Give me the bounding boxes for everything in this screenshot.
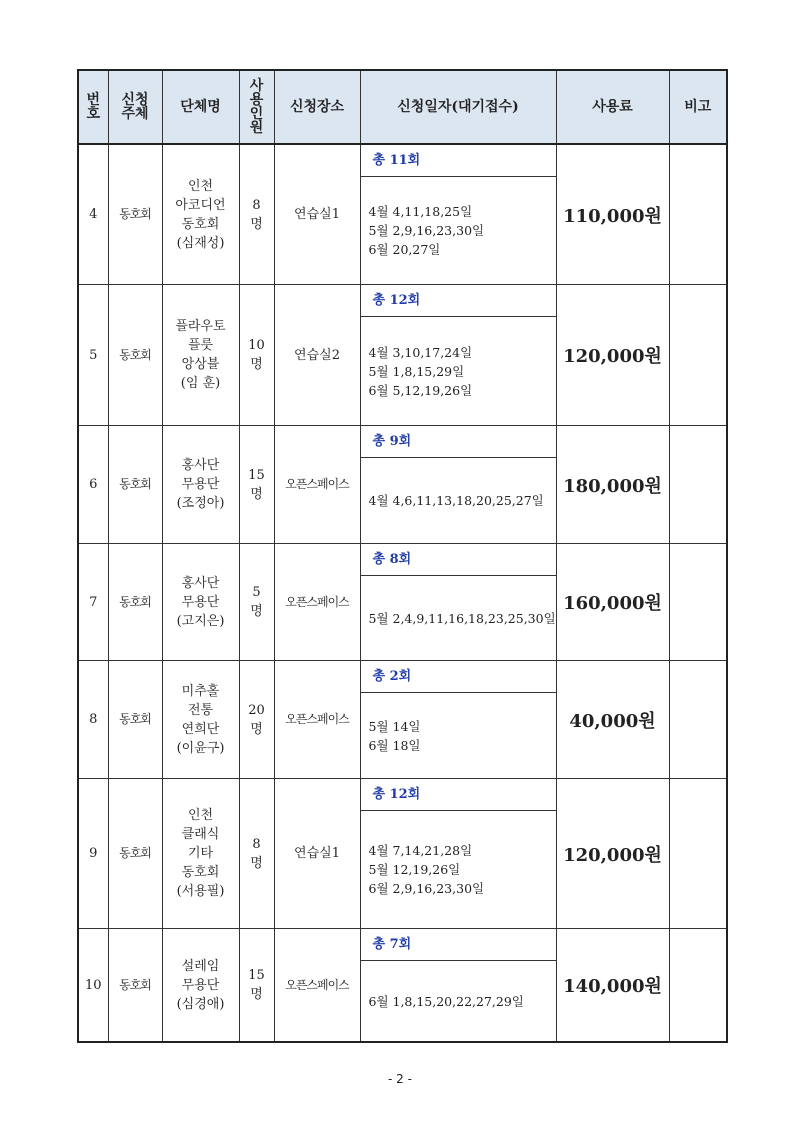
remarks — [669, 426, 727, 544]
header-people: 사 용 인 원 — [239, 70, 274, 144]
date-line: 5월 12,19,26일 — [368, 862, 461, 877]
total-sessions: 총 11회 — [361, 145, 556, 177]
row-number: 4 — [78, 144, 108, 285]
club-name-line: 전통 — [187, 702, 214, 718]
table-row — [78, 144, 727, 285]
venue: 연습실1 — [274, 779, 360, 929]
date-cell — [360, 426, 556, 544]
club-name — [162, 544, 239, 661]
club-name-line: 인천 — [187, 808, 214, 823]
club-name-line: 홍사단 — [181, 458, 220, 473]
date-list — [361, 693, 556, 778]
remarks — [669, 661, 727, 779]
table-row — [78, 929, 727, 1043]
table-row — [78, 285, 727, 426]
total-sessions: 총 7회 — [361, 929, 556, 961]
table-row — [78, 661, 727, 779]
date-line: 5월 2,4,9,11,16,18,23,25,30일 — [368, 610, 556, 626]
date-line: 6월 18일 — [368, 737, 421, 753]
venue: 오픈스페이스 — [274, 929, 360, 1043]
people-line: 명 — [250, 987, 263, 1002]
applicant-type: 동호회 — [108, 285, 162, 426]
date-line: 5월 14일 — [368, 718, 421, 734]
total-sessions: 총 12회 — [361, 779, 556, 811]
venue: 연습실1 — [274, 144, 360, 285]
date-list — [361, 811, 556, 928]
header-no: 번 호 — [78, 70, 108, 144]
remarks — [669, 144, 727, 285]
date-line: 4월 3,10,17,24일 — [368, 344, 473, 360]
people-line: 15 — [248, 968, 265, 983]
date-line: 5월 1,8,15,29일 — [368, 363, 465, 379]
usage-fee: 120,000원 — [556, 285, 669, 426]
people-line: 명 — [250, 216, 263, 232]
club-name-line: (고지은) — [176, 613, 225, 629]
total-sessions: 총 12회 — [361, 285, 556, 317]
remarks — [669, 544, 727, 661]
people-line: 10 — [248, 338, 265, 353]
club-name — [162, 661, 239, 779]
application-table — [77, 69, 728, 1043]
header-fee: 사용료 — [556, 70, 669, 144]
date-line: 6월 5,12,19,26일 — [368, 382, 473, 398]
remarks — [669, 929, 727, 1043]
remarks — [669, 285, 727, 426]
club-name-line: 플라우토 — [175, 319, 226, 334]
club-name — [162, 285, 239, 426]
people-line: 5 — [252, 585, 261, 600]
row-number: 5 — [78, 285, 108, 426]
people-line: 명 — [250, 721, 263, 737]
club-name-line: 무용단 — [181, 594, 220, 610]
people-line: 20 — [248, 702, 265, 718]
usage-fee: 180,000원 — [556, 426, 669, 544]
applicant-type: 동호회 — [108, 544, 162, 661]
club-name-line: (서용필) — [176, 884, 225, 899]
club-name-line: 설레임 — [181, 958, 220, 974]
row-number: 7 — [78, 544, 108, 661]
people-line: 명 — [250, 855, 263, 871]
header-club: 단체명 — [162, 70, 239, 144]
header-subject: 신청 주체 — [108, 70, 162, 144]
date-cell — [360, 144, 556, 285]
venue: 오픈스페이스 — [274, 544, 360, 661]
total-sessions: 총 9회 — [361, 426, 556, 458]
people-line: 명 — [250, 486, 263, 502]
date-list — [361, 458, 556, 543]
club-name-line: 동호회 — [181, 865, 220, 880]
applicant-type: 동호회 — [108, 426, 162, 544]
club-name — [162, 929, 239, 1043]
date-list — [361, 177, 556, 284]
date-line: 4월 4,11,18,25일 — [368, 204, 473, 219]
date-list — [361, 961, 556, 1041]
applicant-type: 동호회 — [108, 779, 162, 929]
date-cell — [360, 285, 556, 426]
usage-fee: 140,000원 — [556, 929, 669, 1043]
club-name-line: 플룻 — [187, 338, 214, 353]
usage-fee: 110,000원 — [556, 144, 669, 285]
remarks — [669, 779, 727, 929]
header-row — [78, 70, 727, 144]
date-line: 6월 1,8,15,20,22,27,29일 — [368, 993, 524, 1009]
club-name-line: (심경애) — [176, 996, 225, 1012]
date-list — [361, 317, 556, 425]
table-row — [78, 544, 727, 661]
table-row — [78, 779, 727, 929]
date-cell — [360, 544, 556, 661]
club-name-line: 무용단 — [181, 477, 220, 492]
venue: 오픈스페이스 — [274, 661, 360, 779]
club-name-line: 동호회 — [181, 216, 220, 232]
usage-fee: 160,000원 — [556, 544, 669, 661]
header-dates: 신청일자(대기접수) — [360, 70, 556, 144]
club-name-line: (심재성) — [176, 235, 225, 251]
header-place: 신청장소 — [274, 70, 360, 144]
page-number: - 2 - — [388, 1072, 412, 1086]
usage-fee: 40,000원 — [556, 661, 669, 779]
people-count — [239, 779, 274, 929]
date-cell — [360, 779, 556, 929]
club-name-line: 아코디언 — [175, 197, 226, 213]
club-name-line: 미추홀 — [181, 683, 220, 699]
club-name-line: (조정아) — [176, 496, 225, 511]
date-line: 4월 7,14,21,28일 — [368, 843, 473, 858]
club-name-line: (이윤구) — [176, 740, 225, 756]
table-row — [78, 426, 727, 544]
people-line: 명 — [250, 357, 263, 372]
people-line: 8 — [252, 836, 261, 852]
venue: 오픈스페이스 — [274, 426, 360, 544]
club-name — [162, 426, 239, 544]
club-name — [162, 779, 239, 929]
date-line: 4월 4,6,11,13,18,20,25,27일 — [368, 493, 544, 508]
club-name-line: 무용단 — [181, 977, 220, 993]
club-name-line: 연희단 — [181, 721, 220, 737]
date-line: 6월 20,27일 — [368, 242, 441, 257]
date-list — [361, 576, 556, 660]
row-number: 10 — [78, 929, 108, 1043]
club-name-line: 앙상블 — [181, 357, 220, 372]
people-line: 명 — [250, 604, 263, 619]
row-number: 6 — [78, 426, 108, 544]
club-name-line: 클래식 — [181, 827, 220, 842]
date-cell — [360, 929, 556, 1043]
club-name — [162, 144, 239, 285]
date-line: 6월 2,9,16,23,30일 — [368, 881, 485, 896]
date-line: 5월 2,9,16,23,30일 — [368, 223, 485, 238]
club-name-line: 홍사단 — [181, 575, 220, 591]
club-name-line: (임 훈) — [180, 376, 221, 391]
venue: 연습실2 — [274, 285, 360, 426]
people-count — [239, 426, 274, 544]
people-line: 15 — [248, 467, 265, 483]
applicant-type: 동호회 — [108, 144, 162, 285]
people-line: 8 — [252, 197, 261, 213]
people-count — [239, 144, 274, 285]
people-count — [239, 929, 274, 1043]
total-sessions: 총 2회 — [361, 661, 556, 693]
people-count — [239, 661, 274, 779]
applicant-type: 동호회 — [108, 661, 162, 779]
header-note: 비고 — [669, 70, 727, 144]
row-number: 9 — [78, 779, 108, 929]
people-count — [239, 285, 274, 426]
row-number: 8 — [78, 661, 108, 779]
date-cell — [360, 661, 556, 779]
applicant-type: 동호회 — [108, 929, 162, 1043]
usage-fee: 120,000원 — [556, 779, 669, 929]
people-count — [239, 544, 274, 661]
total-sessions: 총 8회 — [361, 544, 556, 576]
club-name-line: 인천 — [187, 178, 214, 194]
club-name-line: 기타 — [187, 846, 214, 861]
